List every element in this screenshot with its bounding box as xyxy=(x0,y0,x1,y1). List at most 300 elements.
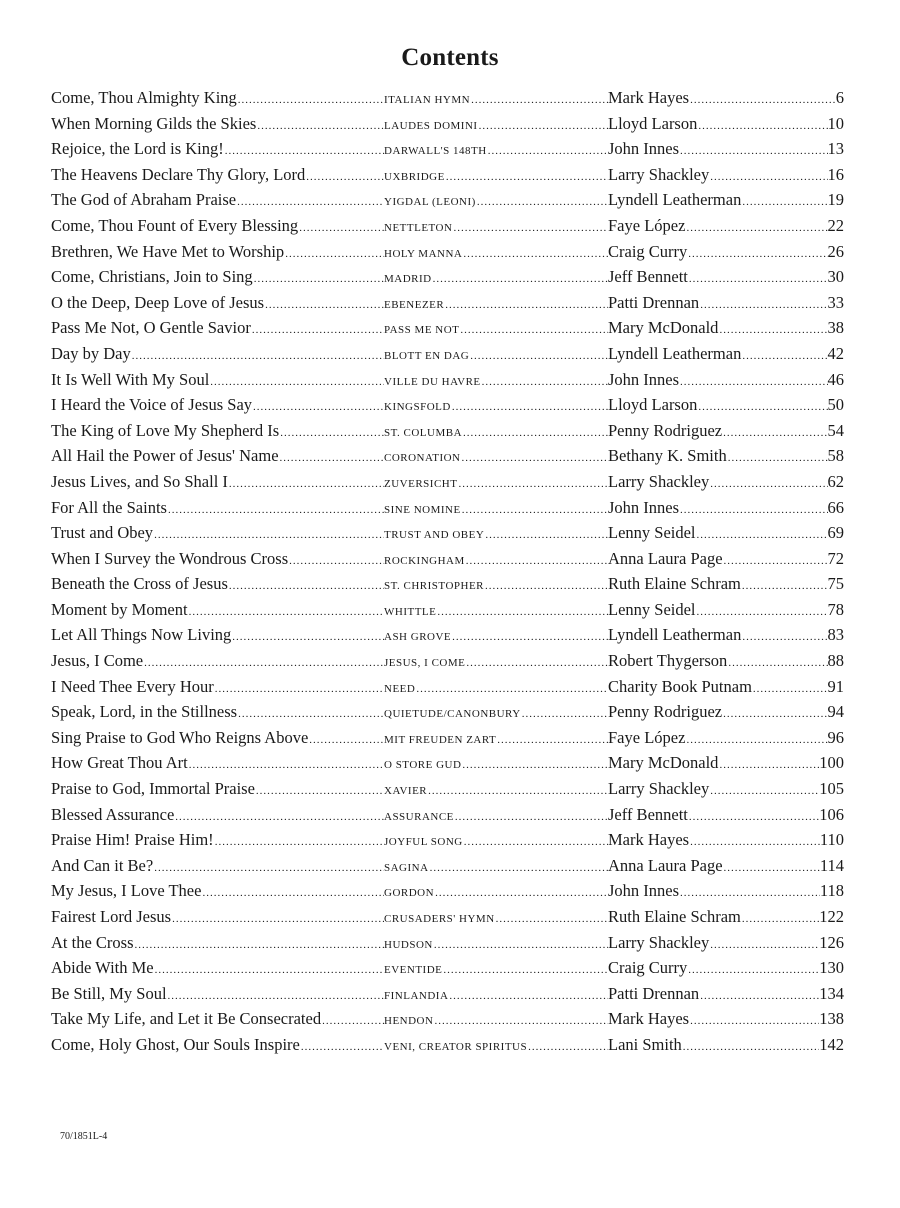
entry-arranger-segment xyxy=(608,1006,844,1035)
leader-dots xyxy=(442,958,608,984)
entry-title-segment xyxy=(51,341,384,370)
entry-page-number: 83 xyxy=(827,625,844,645)
entry-arranger-segment xyxy=(608,392,844,421)
leader-dots xyxy=(527,1035,608,1061)
entry-page-number: 13 xyxy=(827,139,844,159)
entry-tune-segment xyxy=(384,651,608,677)
entry-arranger: Penny Rodriguez xyxy=(608,420,723,440)
contents-entry xyxy=(51,750,844,776)
entry-tune-segment xyxy=(384,574,608,600)
leader-dots xyxy=(487,139,608,165)
entry-title-segment xyxy=(51,239,384,268)
entry-page-number: 54 xyxy=(827,420,844,440)
entry-title-segment xyxy=(51,853,384,882)
leader-dots xyxy=(451,395,608,421)
entry-arranger-segment xyxy=(608,162,844,191)
entry-arranger: Mary McDonald xyxy=(608,318,719,338)
entry-title-segment xyxy=(51,878,384,907)
entry-tune-name: TRUST AND OBEY xyxy=(384,529,485,542)
entry-title-segment xyxy=(51,213,384,242)
entry-arranger-segment xyxy=(608,85,844,114)
entry-title: Let All Things Now Living xyxy=(51,625,232,645)
contents-entry xyxy=(51,802,844,828)
entry-arranger: Anna Laura Page xyxy=(608,855,723,875)
entry-tune-segment xyxy=(384,830,608,856)
entry-tune-name: PASS ME NOT xyxy=(384,324,460,337)
entry-page-number: 58 xyxy=(827,446,844,466)
entry-tune-segment xyxy=(384,267,608,293)
entry-tune-name: NETTLETON xyxy=(384,221,453,234)
entry-title: And Can it Be? xyxy=(51,855,154,875)
entry-title-segment xyxy=(51,1032,384,1061)
leader-dots xyxy=(461,753,608,779)
entry-title: Brethren, We Have Met to Worship xyxy=(51,241,285,261)
entry-arranger-segment xyxy=(608,904,844,933)
entry-tune-name: BLOTT EN DAG xyxy=(384,349,470,362)
entry-title-segment xyxy=(51,750,384,779)
contents-entry xyxy=(51,622,844,648)
leader-dots xyxy=(445,165,608,191)
entry-title: O the Deep, Deep Love of Jesus xyxy=(51,292,265,312)
contents-entry xyxy=(51,878,844,904)
contents-entry xyxy=(51,111,844,137)
entry-title-segment xyxy=(51,546,384,575)
entry-title-segment xyxy=(51,392,384,421)
leader-dots xyxy=(451,625,608,651)
leader-dots xyxy=(415,677,608,703)
entry-tune-segment xyxy=(384,728,608,754)
entry-title: Praise to God, Immortal Praise xyxy=(51,779,255,799)
entry-title-segment xyxy=(51,622,384,651)
entry-page-number: 91 xyxy=(827,676,844,696)
entry-title-segment xyxy=(51,85,384,114)
leader-dots xyxy=(448,984,608,1010)
leader-dots xyxy=(444,293,608,319)
entry-tune-name: ZUVERSICHT xyxy=(384,477,458,490)
entry-tune-segment xyxy=(384,88,608,114)
entry-arranger: Lyndell Leatherman xyxy=(608,190,742,210)
entry-arranger-segment xyxy=(608,1032,844,1061)
entry-arranger-segment xyxy=(608,187,844,216)
entry-title: It Is Well With My Soul xyxy=(51,369,210,389)
entry-arranger: Ruth Elaine Schram xyxy=(608,574,741,594)
entry-title: All Hail the Power of Jesus' Name xyxy=(51,446,279,466)
entry-tune-name: SINE NOMINE xyxy=(384,503,461,516)
entry-arranger: John Innes xyxy=(608,369,680,389)
entry-arranger: Larry Shackley xyxy=(608,471,710,491)
contents-entry xyxy=(51,418,844,444)
entry-page-number: 19 xyxy=(827,190,844,210)
leader-dots xyxy=(434,881,608,907)
leader-dots xyxy=(496,728,608,754)
entry-arranger-segment xyxy=(608,341,844,370)
entry-arranger: Anna Laura Page xyxy=(608,548,723,568)
entry-tune-name: JOYFUL SONG xyxy=(384,836,463,849)
entry-title-segment xyxy=(51,802,384,831)
entry-tune-segment xyxy=(384,984,608,1010)
entry-title: At the Cross xyxy=(51,932,134,952)
entry-tune-segment xyxy=(384,395,608,421)
entry-title: Come, Holy Ghost, Our Souls Inspire xyxy=(51,1034,300,1054)
entry-title-segment xyxy=(51,315,384,344)
entry-tune-segment xyxy=(384,114,608,140)
entry-tune-name: O STORE GUD xyxy=(384,759,462,772)
entry-page-number: 106 xyxy=(819,804,844,824)
contents-entry xyxy=(51,85,844,111)
entry-tune-segment xyxy=(384,600,608,626)
contents-entry xyxy=(51,648,844,674)
entry-arranger: Lani Smith xyxy=(608,1034,682,1054)
entry-tune-name: HOLY MANNA xyxy=(384,247,463,260)
entry-title-segment xyxy=(51,674,384,703)
entry-arranger-segment xyxy=(608,878,844,907)
leader-dots xyxy=(436,600,608,626)
entry-arranger-segment xyxy=(608,597,844,626)
entry-page-number: 30 xyxy=(827,267,844,287)
entry-tune-segment xyxy=(384,446,608,472)
entry-title: For All the Saints xyxy=(51,497,167,517)
contents-entry xyxy=(51,341,844,367)
contents-entry xyxy=(51,597,844,623)
entry-tune-name: ST. COLUMBA xyxy=(384,426,463,439)
entry-tune-segment xyxy=(384,933,608,959)
entry-arranger-segment xyxy=(608,802,844,831)
contents-entry xyxy=(51,213,844,239)
entry-title-segment xyxy=(51,699,384,728)
entry-tune-segment xyxy=(384,881,608,907)
entry-title: My Jesus, I Love Thee xyxy=(51,881,202,901)
contents-entry xyxy=(51,392,844,418)
leader-dots xyxy=(433,1009,608,1035)
entry-tune-segment xyxy=(384,293,608,319)
entry-tune-segment xyxy=(384,753,608,779)
contents-entry xyxy=(51,904,844,930)
entry-title: Trust and Obey xyxy=(51,523,154,543)
entry-title-segment xyxy=(51,571,384,600)
entry-title: Fairest Lord Jesus xyxy=(51,907,172,926)
entry-tune-segment xyxy=(384,370,608,396)
entry-page-number: 50 xyxy=(827,395,844,415)
entry-page-number: 72 xyxy=(827,548,844,568)
contents-list xyxy=(51,85,844,1058)
entry-arranger-segment xyxy=(608,622,844,651)
entry-tune-name: GORDON xyxy=(384,887,435,900)
entry-arranger-segment xyxy=(608,930,844,959)
entry-arranger: John Innes xyxy=(608,881,680,901)
entry-title: Rejoice, the Lord is King! xyxy=(51,139,224,159)
entry-arranger: Faye López xyxy=(608,215,686,235)
entry-page-number: 69 xyxy=(827,523,844,543)
entry-tune-name: EBENEZER xyxy=(384,298,445,311)
entry-arranger: John Innes xyxy=(608,139,680,159)
entry-tune-segment xyxy=(384,958,608,984)
contents-entry xyxy=(51,853,844,879)
entry-page-number: 105 xyxy=(819,779,844,799)
entry-arranger-segment xyxy=(608,981,844,1010)
entry-tune-name: ROCKINGHAM xyxy=(384,554,465,567)
entry-arranger: Larry Shackley xyxy=(608,932,710,952)
entry-page-number: 46 xyxy=(827,369,844,389)
entry-title-segment xyxy=(51,136,384,165)
entry-title: Sing Praise to God Who Reigns Above xyxy=(51,727,309,747)
entry-title-segment xyxy=(51,648,384,677)
entry-page-number: 88 xyxy=(827,651,844,671)
entry-title: Be Still, My Soul xyxy=(51,983,167,1003)
entry-title-segment xyxy=(51,955,384,984)
catalog-code: 70/1851L-4 xyxy=(60,1131,108,1142)
entry-page-number: 62 xyxy=(827,471,844,491)
entry-arranger-segment xyxy=(608,136,844,165)
entry-title: Come, Thou Fount of Every Blessing xyxy=(51,215,299,235)
entry-arranger: Jeff Bennett xyxy=(608,804,688,824)
entry-page-number: 118 xyxy=(819,881,844,901)
entry-arranger-segment xyxy=(608,418,844,447)
leader-dots xyxy=(433,933,608,959)
leader-dots xyxy=(463,830,608,856)
entry-title-segment xyxy=(51,111,384,140)
contents-entry xyxy=(51,930,844,956)
leader-dots xyxy=(682,1035,819,1061)
entry-page-number: 33 xyxy=(827,292,844,312)
entry-title: Come, Christians, Join to Sing xyxy=(51,267,253,287)
entry-arranger-segment xyxy=(608,264,844,293)
entry-page-number: 114 xyxy=(819,855,844,875)
entry-arranger: John Innes xyxy=(608,497,680,517)
entry-arranger: Lloyd Larson xyxy=(608,395,698,415)
contents-entry xyxy=(51,367,844,393)
entry-page-number: 142 xyxy=(819,1034,844,1054)
entry-arranger: Lenny Seidel xyxy=(608,523,696,543)
entry-arranger-segment xyxy=(608,571,844,600)
entry-tune-segment xyxy=(384,1009,608,1035)
contents-entry xyxy=(51,495,844,521)
contents-entry xyxy=(51,520,844,546)
entry-title-segment xyxy=(51,443,384,472)
entry-arranger: Patti Drennan xyxy=(608,983,700,1003)
entry-tune-segment xyxy=(384,190,608,216)
entry-tune-segment xyxy=(384,1035,608,1061)
entry-title-segment xyxy=(51,469,384,498)
entry-tune-name: QUIETUDE/CANONBURY xyxy=(384,708,521,721)
leader-dots xyxy=(429,856,608,882)
entry-title-segment xyxy=(51,827,384,856)
entry-page-number: 122 xyxy=(819,907,844,926)
contents-entry xyxy=(51,674,844,700)
entry-tune-name: NEED xyxy=(384,682,416,695)
contents-entry xyxy=(51,290,844,316)
entry-page-number: 134 xyxy=(819,983,844,1003)
entry-arranger-segment xyxy=(608,853,844,882)
leader-dots xyxy=(521,702,608,728)
entry-title: Jesus, I Come xyxy=(51,651,144,671)
entry-arranger-segment xyxy=(608,725,844,754)
leader-dots xyxy=(484,574,608,600)
contents-entry xyxy=(51,699,844,725)
contents-entry xyxy=(51,955,844,981)
contents-entry xyxy=(51,187,844,213)
entry-page-number: 16 xyxy=(827,164,844,184)
entry-tune-segment xyxy=(384,677,608,703)
entry-arranger: Ruth Elaine Schram xyxy=(608,907,741,926)
entry-page-number: 38 xyxy=(827,318,844,338)
entry-arranger: Larry Shackley xyxy=(608,164,710,184)
entry-tune-name: ASSURANCE xyxy=(384,810,454,823)
entry-arranger: Faye López xyxy=(608,727,686,747)
contents-entry xyxy=(51,571,844,597)
leader-dots xyxy=(465,549,608,575)
entry-page-number: 66 xyxy=(827,497,844,517)
entry-page-number: 78 xyxy=(827,599,844,619)
entry-page-number: 6 xyxy=(835,88,844,107)
leader-dots xyxy=(461,498,608,524)
entry-tune-segment xyxy=(384,498,608,524)
entry-arranger: Jeff Bennett xyxy=(608,267,688,287)
entry-tune-segment xyxy=(384,344,608,370)
entry-arranger-segment xyxy=(608,213,844,242)
entry-tune-name: ST. CHRISTOPHER xyxy=(384,580,485,593)
entry-tune-name: UXBRIDGE xyxy=(384,170,445,183)
entry-title: Blessed Assurance xyxy=(51,804,175,824)
entry-title: How Great Thou Art xyxy=(51,753,188,773)
entry-tune-segment xyxy=(384,779,608,805)
entry-tune-segment xyxy=(384,523,608,549)
entry-title: I Need Thee Every Hour xyxy=(51,676,214,696)
entry-arranger: Robert Thygerson xyxy=(608,651,728,671)
entry-title-segment xyxy=(51,904,384,933)
entry-arranger-segment xyxy=(608,367,844,396)
entry-title-segment xyxy=(51,597,384,626)
entry-arranger: Craig Curry xyxy=(608,958,688,978)
entry-tune-name: HUDSON xyxy=(384,938,433,951)
entry-title-segment xyxy=(51,495,384,524)
entry-arranger-segment xyxy=(608,443,844,472)
entry-title-segment xyxy=(51,776,384,805)
leader-dots xyxy=(484,523,608,549)
entry-page-number: 26 xyxy=(827,241,844,261)
contents-entry xyxy=(51,827,844,853)
contents-entry xyxy=(51,162,844,188)
entry-title: The King of Love My Shepherd Is xyxy=(51,420,280,440)
contents-entry xyxy=(51,1032,844,1058)
entry-arranger-segment xyxy=(608,111,844,140)
entry-tune-name: SAGINA xyxy=(384,861,429,874)
leader-dots xyxy=(478,114,608,140)
entry-page-number: 96 xyxy=(827,727,844,747)
entry-tune-segment xyxy=(384,805,608,831)
entry-title: Abide With Me xyxy=(51,958,154,978)
entry-title: Jesus Lives, and So Shall I xyxy=(51,471,228,491)
entry-page-number: 126 xyxy=(819,932,844,952)
entry-title-segment xyxy=(51,290,384,319)
entry-tune-segment xyxy=(384,165,608,191)
leader-dots xyxy=(469,344,608,370)
leader-dots xyxy=(495,907,608,933)
entry-arranger-segment xyxy=(608,290,844,319)
entry-title: Beneath the Cross of Jesus xyxy=(51,574,228,594)
entry-arranger-segment xyxy=(608,239,844,268)
contents-entry xyxy=(51,1006,844,1032)
leader-dots xyxy=(459,318,608,344)
entry-tune-name: ASH GROVE xyxy=(384,631,452,644)
entry-arranger: Lyndell Leatherman xyxy=(608,625,742,645)
entry-title: Speak, Lord, in the Stillness xyxy=(51,702,238,722)
entry-tune-name: WHITTLE xyxy=(384,605,437,618)
entry-tune-segment xyxy=(384,242,608,268)
entry-page-number: 22 xyxy=(827,215,844,235)
contents-entry xyxy=(51,469,844,495)
entry-tune-name: HENDON xyxy=(384,1015,434,1028)
entry-tune-name: XAVIER xyxy=(384,785,428,798)
entry-tune-name: VILLE DU HAVRE xyxy=(384,375,481,388)
entry-arranger: Mark Hayes xyxy=(608,1009,690,1029)
entry-arranger: Mark Hayes xyxy=(608,88,690,107)
leader-dots xyxy=(432,267,608,293)
leader-dots xyxy=(462,421,608,447)
entry-title-segment xyxy=(51,264,384,293)
leader-dots xyxy=(470,88,608,114)
leader-dots xyxy=(457,472,608,498)
entry-arranger: Lloyd Larson xyxy=(608,113,698,133)
entry-tune-segment xyxy=(384,856,608,882)
entry-page-number: 100 xyxy=(819,753,844,773)
leader-dots xyxy=(454,805,608,831)
entry-page-number: 42 xyxy=(827,343,844,363)
entry-tune-segment xyxy=(384,549,608,575)
contents-entry xyxy=(51,315,844,341)
entry-tune-name: MIT FREUDEN ZART xyxy=(384,733,497,746)
contents-entry xyxy=(51,725,844,751)
entry-tune-name: CRUSADERS' HYMN xyxy=(384,913,495,925)
entry-arranger: Lyndell Leatherman xyxy=(608,343,742,363)
entry-tune-name: EVENTIDE xyxy=(384,964,443,977)
entry-arranger-segment xyxy=(608,546,844,575)
entry-arranger: Craig Curry xyxy=(608,241,688,261)
entry-arranger-segment xyxy=(608,827,844,856)
leader-dots xyxy=(300,1035,384,1061)
entry-tune-segment xyxy=(384,907,608,933)
entry-tune-name: ITALIAN HYMN xyxy=(384,94,471,106)
leader-dots xyxy=(461,446,609,472)
entry-arranger: Penny Rodriguez xyxy=(608,702,723,722)
entry-arranger-segment xyxy=(608,750,844,779)
contents-entry xyxy=(51,239,844,265)
entry-tune-name: MADRID xyxy=(384,273,432,286)
contents-entry xyxy=(51,981,844,1007)
entry-title-segment xyxy=(51,1006,384,1035)
entry-tune-name: FINLANDIA xyxy=(384,989,449,1002)
entry-title: When Morning Gilds the Skies xyxy=(51,113,257,133)
entry-arranger-segment xyxy=(608,648,844,677)
entry-title: Praise Him! Praise Him! xyxy=(51,830,214,850)
entry-title-segment xyxy=(51,930,384,959)
entry-arranger-segment xyxy=(608,315,844,344)
entry-arranger-segment xyxy=(608,699,844,728)
entry-arranger: Patti Drennan xyxy=(608,292,700,312)
entry-tune-segment xyxy=(384,702,608,728)
entry-tune-name: KINGSFOLD xyxy=(384,401,451,414)
entry-title: Come, Thou Almighty King xyxy=(51,88,237,107)
entry-page-number: 130 xyxy=(819,958,844,978)
entry-arranger: Bethany K. Smith xyxy=(608,446,727,466)
entry-title-segment xyxy=(51,418,384,447)
entry-arranger: Lenny Seidel xyxy=(608,599,696,619)
contents-entry xyxy=(51,136,844,162)
entry-title-segment xyxy=(51,725,384,754)
leader-dots xyxy=(476,190,608,216)
entry-arranger-segment xyxy=(608,495,844,524)
entry-arranger-segment xyxy=(608,674,844,703)
contents-entry xyxy=(51,264,844,290)
